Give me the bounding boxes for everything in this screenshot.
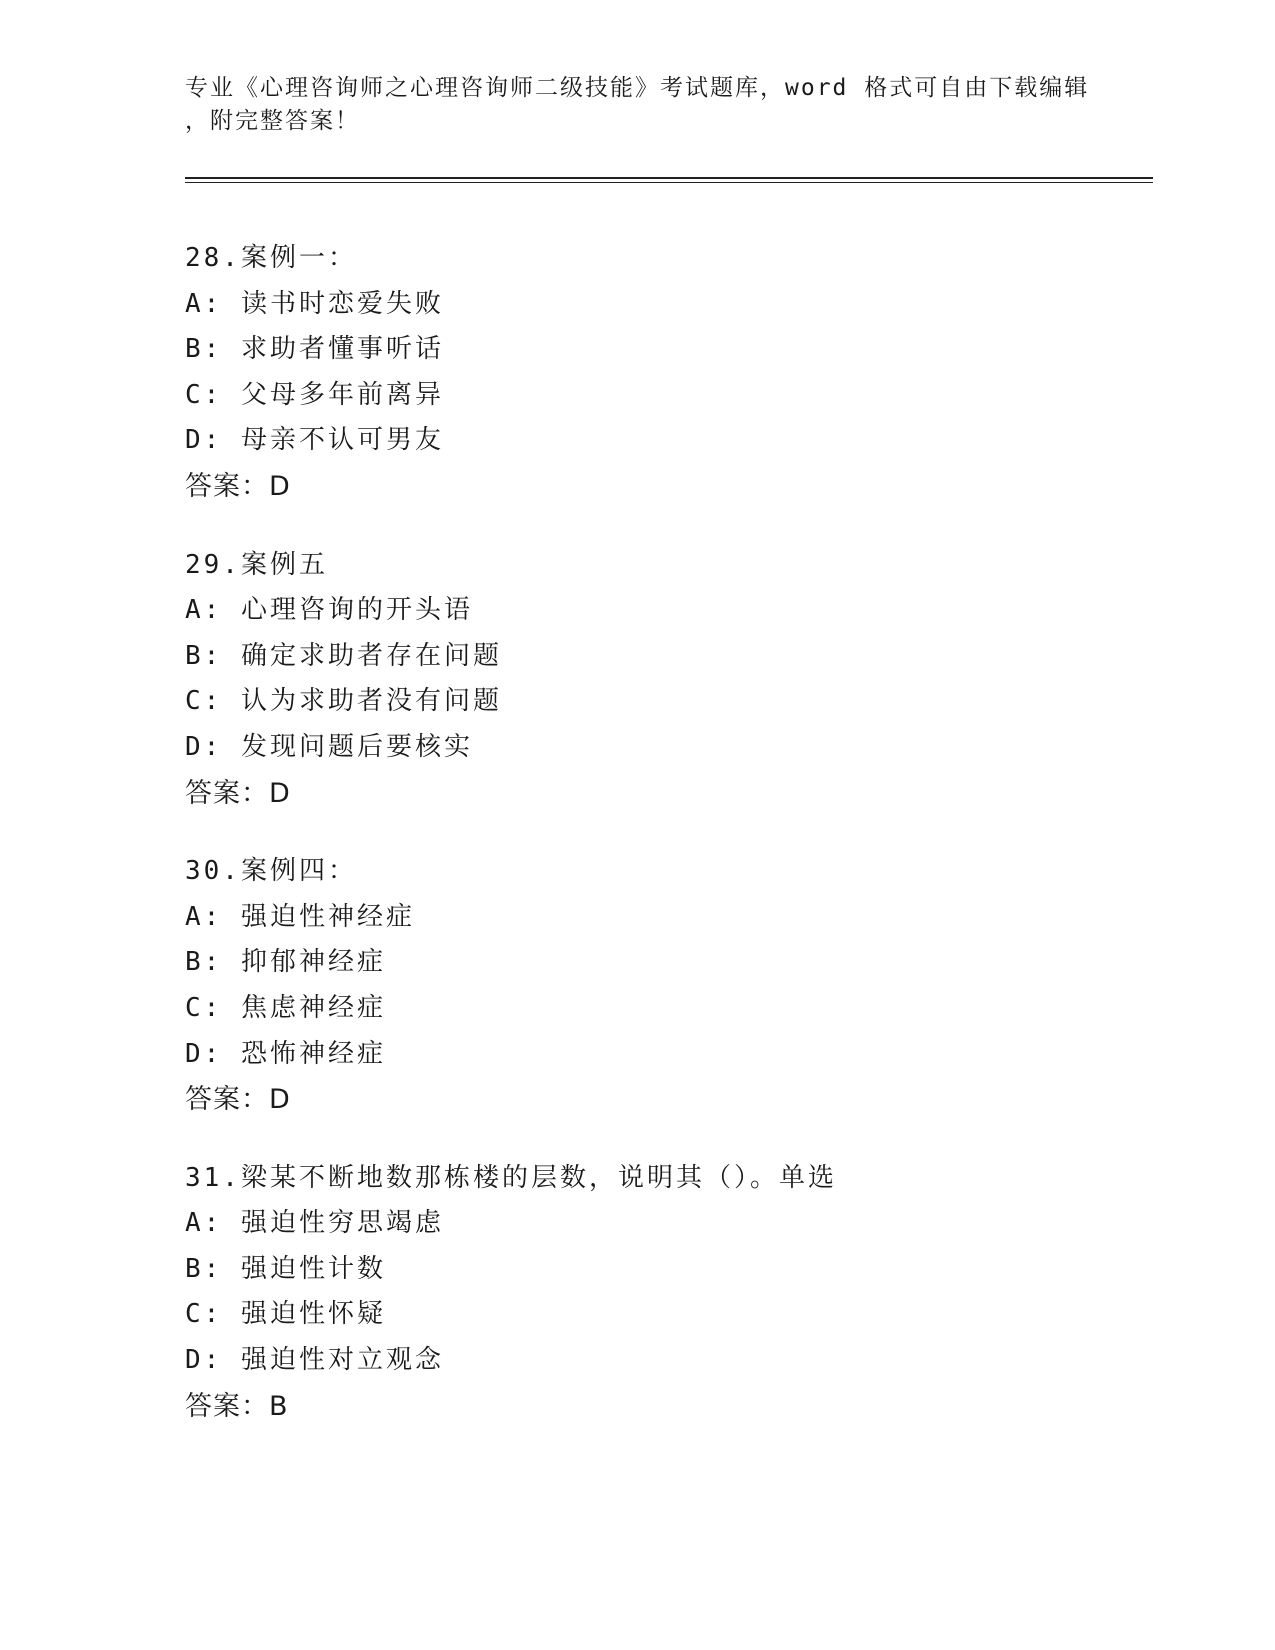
option-a: A: 心理咨询的开头语 [185,595,473,626]
question-28 [185,236,1153,510]
answer-line: 答案：D [185,777,291,809]
question-stem: 28.案例一： [185,243,357,273]
option-c: C: 父母多年前离异 [185,379,444,410]
option-d: D: 发现问题后要核实 [185,731,473,762]
option-c: C: 强迫性怀疑 [185,1299,386,1330]
option-b: B: 求助者懂事听话 [185,334,444,365]
option-b: B: 确定求助者存在问题 [185,640,502,671]
header-line-2: ，附完整答案！ [185,108,360,134]
option-b: B: 抑郁神经症 [185,947,386,978]
document-header [185,72,1090,138]
option-d: D: 恐怖神经症 [185,1038,386,1069]
option-a: A: 强迫性穷思竭虑 [185,1208,444,1239]
header-divider [185,177,1153,183]
question-stem: 30.案例四： [185,856,357,887]
answer-line: 答案：D [185,470,291,502]
question-29 [185,543,1153,817]
option-c: C: 认为求助者没有问题 [185,686,502,717]
option-b: B: 强迫性计数 [185,1253,386,1284]
option-d: D: 强迫性对立观念 [185,1345,444,1376]
option-a: A: 读书时恋爱失败 [185,288,444,319]
question-31 [185,1156,1153,1430]
header-line-1: 专业《心理咨询师之心理咨询师二级技能》考试题库，word 格式可自由下载编辑 [185,75,1090,101]
option-c: C: 焦虑神经症 [185,992,386,1023]
option-d: D: 母亲不认可男友 [185,425,444,456]
question-stem: 29.案例五 [185,549,328,580]
answer-line: 答案：D [185,1084,291,1116]
question-30 [185,849,1153,1123]
question-list [185,236,1153,1462]
question-stem: 31.梁某不断地数那栋楼的层数，说明其（）。单选 [185,1162,837,1193]
option-a: A: 强迫性神经症 [185,901,415,932]
answer-line: 答案：B [185,1390,289,1422]
